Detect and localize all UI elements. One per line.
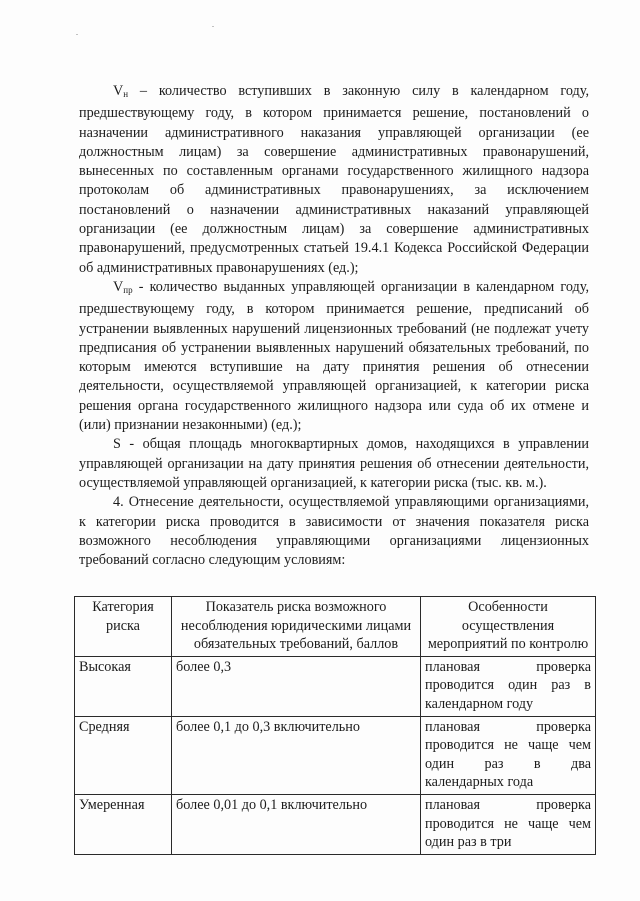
paragraph-item-4 xyxy=(79,493,589,570)
table-row xyxy=(75,656,596,716)
cell-indicator: более 0,3 xyxy=(172,656,421,716)
paragraph-s xyxy=(79,435,589,493)
cell-indicator: более 0,1 до 0,3 включительно xyxy=(172,716,421,794)
cell-category: Средняя xyxy=(75,716,172,794)
table-row xyxy=(75,794,596,854)
header-features: Особенности осуществления мероприятий по контролю xyxy=(421,597,596,657)
item-4-text: 4. Отнесение деятельности, осуществляемой управляющими организациями, к категории риска проводится в зависимости от значения показателя риска возможного несоблюдения управляющими организациями лицензионных требований согласно следующим условиям: xyxy=(79,494,589,569)
cell-category: Умеренная xyxy=(75,794,172,854)
table-row xyxy=(75,716,596,794)
scan-speck xyxy=(212,26,214,27)
header-category: Категория риска xyxy=(75,597,172,657)
body-text xyxy=(79,82,589,570)
scan-speck xyxy=(76,34,78,35)
vpr-subscript: пр xyxy=(123,284,133,295)
cell-indicator: более 0,01 до 0,1 включительно xyxy=(172,794,421,854)
paragraph-vpr xyxy=(79,278,589,435)
header-indicator: Показатель риска возможного несоблюдения юридическими лицами обязательных требований, баллов xyxy=(172,597,421,657)
s-definition: S - общая площадь многоквартирных домов, находящихся в управлении управляющей организации на дату принятия решения об отнесении деятельности, осуществляемой управляющей организацией, к категории риска (тыс. кв. м.). xyxy=(79,436,589,491)
cell-category: Высокая xyxy=(75,656,172,716)
cell-feature: плановая проверка проводится не чаще чем один раз в три xyxy=(421,794,596,854)
vn-subscript: н xyxy=(123,89,129,99)
vn-symbol: V xyxy=(113,83,124,99)
table-header-row xyxy=(75,597,596,657)
risk-category-table xyxy=(74,596,596,855)
vn-definition: – количество вступивших в законную силу в календарном году, предшествующему году, в котором принимается решение, постановлений о назначении административного наказания управляющей организации (ее должностным лицам) за совершение административных правонарушений, вынесенных по составленным органами государственного жилищного надзора протоколам об административных правонарушениях, за исключением постановлений о назначении административных наказаний управляющей организации (ее должностным лицам) за совершение административных правонарушений, предусмотренных статьей 19.4.1 Кодекса Российской Федерации об административных правонарушениях (ед.); xyxy=(79,83,589,276)
paragraph-vn xyxy=(79,82,589,278)
cell-feature: плановая проверка проводится не чаще чем один раз в два календарных года xyxy=(421,716,596,794)
vpr-definition: - количество выданных управляющей организации в календарном году, предшествующему году, в котором принимается решение, предписаний об устранении выявленных нарушений лицензионных требований (не подлежат учету предписания об устранении выявленных нарушений обязательных требований, по которым имеются вступившие на дату принятия решения об отнесении деятельности, осуществляемой управляющей организацией, к категории риска решения органа государственного жилищного надзора или суда об их отмене и (или) признании незаконными) (ед.); xyxy=(79,278,589,434)
vpr-symbol: V xyxy=(113,278,124,295)
cell-feature: плановая проверка проводится один раз в календарном году xyxy=(421,656,596,716)
